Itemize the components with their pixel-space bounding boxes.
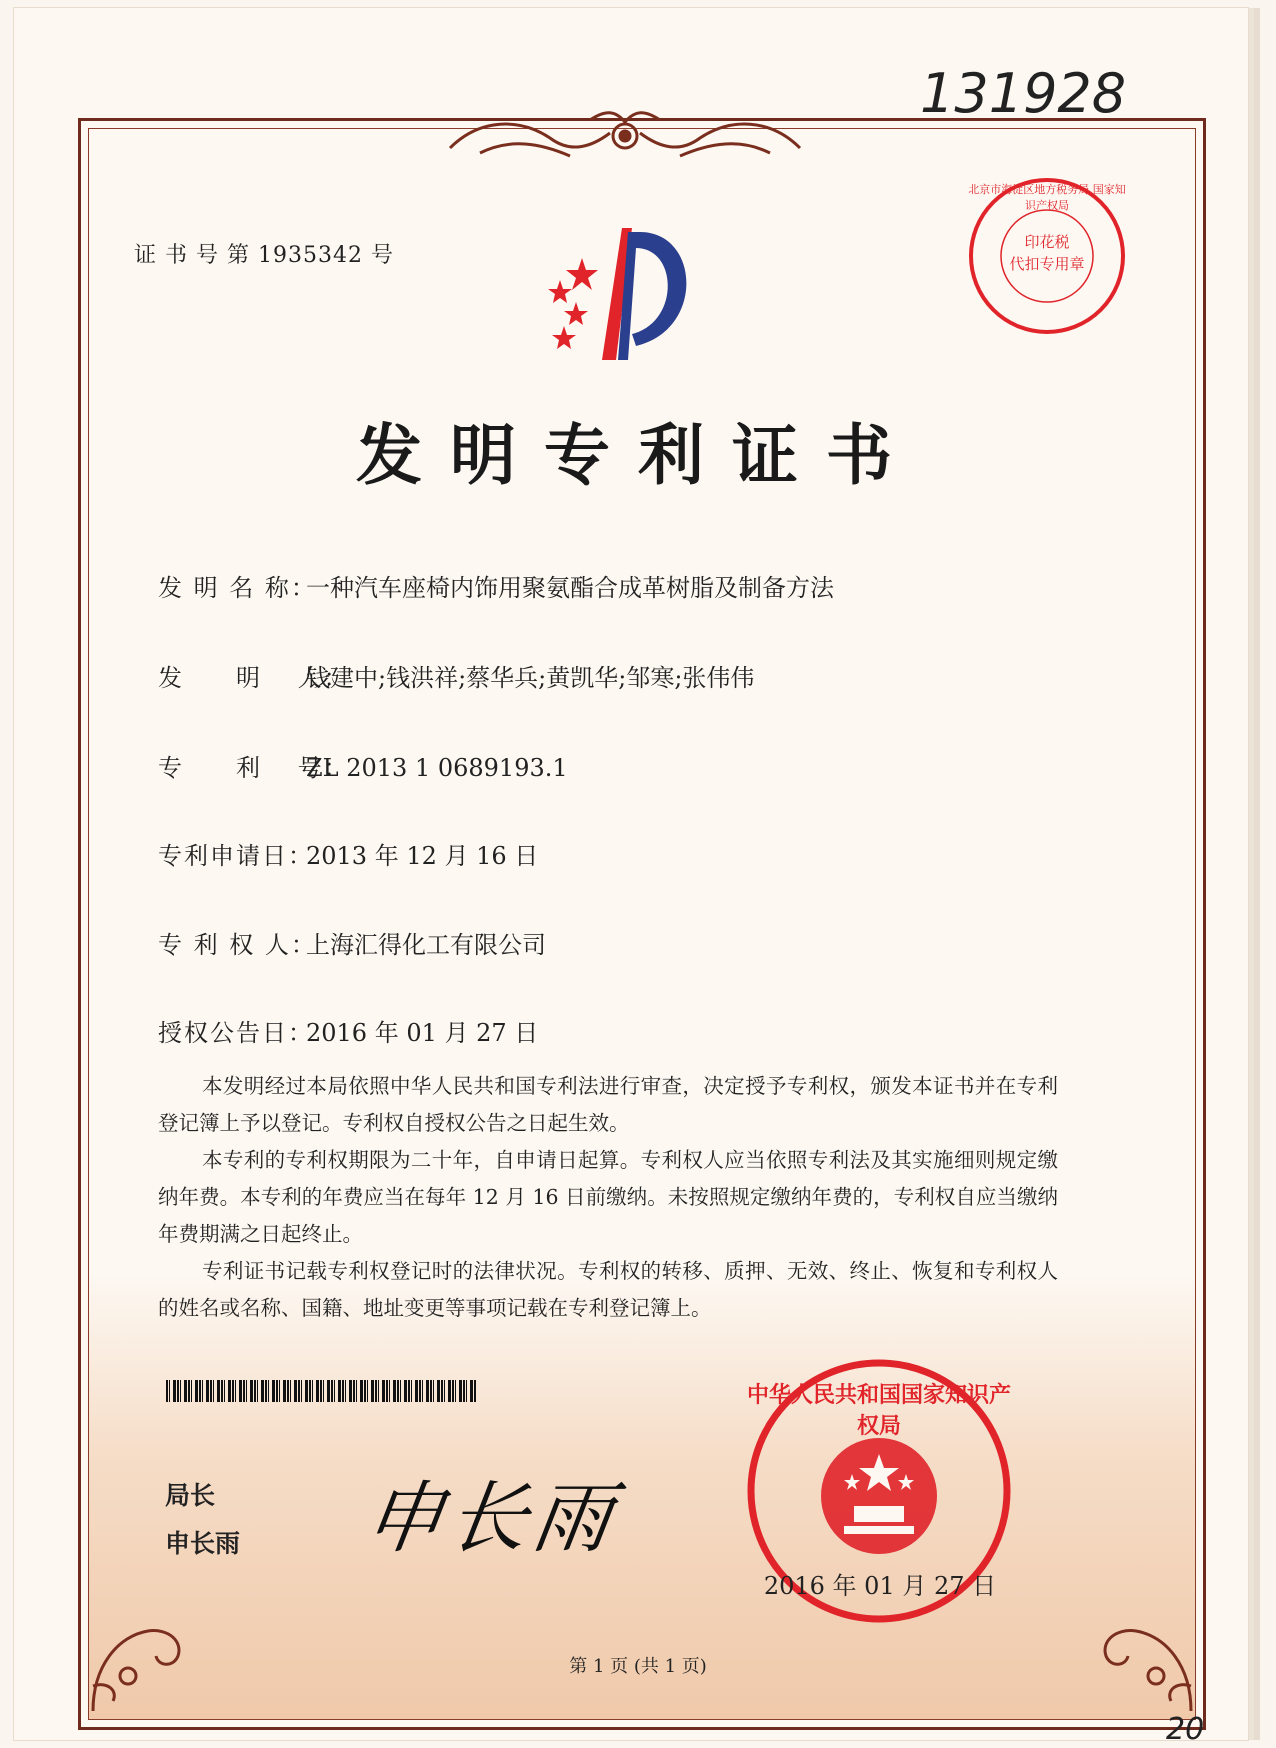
tax-stamp-ring-text: 北京市海淀区地方税务局 国家知识产权局: [968, 183, 1126, 212]
signature: 申长雨: [358, 1474, 624, 1564]
field-patentee: [158, 925, 546, 960]
field-invention-name: [158, 568, 834, 603]
field-value: 2016 年 01 月 27 日: [306, 1019, 539, 1047]
tax-stamp-line2: 代扣专用章: [1009, 255, 1085, 273]
field-value: 一种汽车座椅内饰用聚氨酯合成革树脂及制备方法: [306, 574, 834, 602]
legal-paragraph: 专利证书记载专利权登记时的法律状况。专利权的转移、质押、无效、终止、恢复和专利权人的姓名或名称、国籍、地址变更等事项记载在专利登记簿上。: [158, 1259, 1058, 1320]
seal-ring-text: 中华人民共和国国家知识产权局: [746, 1383, 1011, 1439]
field-label: 发 明 人：: [158, 664, 350, 692]
field-label: 专 利 权 人：: [158, 931, 317, 959]
top-ornament-icon: [440, 108, 810, 168]
field-patent-number: [158, 748, 568, 783]
sipo-logo-icon: [530, 222, 720, 370]
seal-date: 2016 年 01 月 27 日: [763, 1572, 997, 1600]
signer-title: 局长: [165, 1481, 216, 1510]
certificate-title: 发明专利证书: [356, 417, 920, 494]
corner-handwritten-mark: 20: [1166, 1712, 1205, 1747]
field-filing-date: [158, 836, 538, 871]
field-value: 上海汇得化工有限公司: [306, 931, 546, 959]
legal-paragraph: 本专利的专利权期限为二十年，自申请日起算。专利权人应当依照专利法及其实施细则规定缴纳年费。本专利的年费应当在每年 12 月 16 日前缴纳。未按照规定缴纳年费的，专利权自应当缴纳年费期满之日起终止。: [158, 1148, 1058, 1246]
field-value: 2013 年 12 月 16 日: [306, 842, 539, 870]
field-label: 专利申请日：: [158, 842, 314, 870]
handwritten-number: 131928: [920, 62, 1127, 125]
legal-text: [158, 1068, 1058, 1327]
page-number: 第 1 页 (共 1 页): [569, 1656, 707, 1677]
tax-stamp-line1: 印花税: [1024, 233, 1070, 251]
field-label: 专 利 号：: [158, 754, 350, 782]
field-label: 发 明 名 称：: [158, 574, 317, 602]
tax-stamp: [966, 175, 1128, 337]
field-value: ZL 2013 1 0689193.1: [306, 754, 568, 782]
field-grant-date: [158, 1013, 538, 1048]
barcode: [166, 1380, 476, 1402]
certificate-number: 证 书 号 第 1935342 号: [134, 243, 394, 268]
field-inventors: [158, 658, 754, 693]
field-value: 钱建中;钱洪祥;蔡华兵;黄凯华;邹寒;张伟伟: [306, 664, 755, 692]
signer-name: 申长雨: [165, 1529, 241, 1558]
field-label: 授权公告日：: [158, 1019, 314, 1047]
legal-paragraph: 本发明经过本局依照中华人民共和国专利法进行审查，决定授予专利权，颁发本证书并在专利登记簿上予以登记。专利权自授权公告之日起生效。: [158, 1074, 1058, 1135]
